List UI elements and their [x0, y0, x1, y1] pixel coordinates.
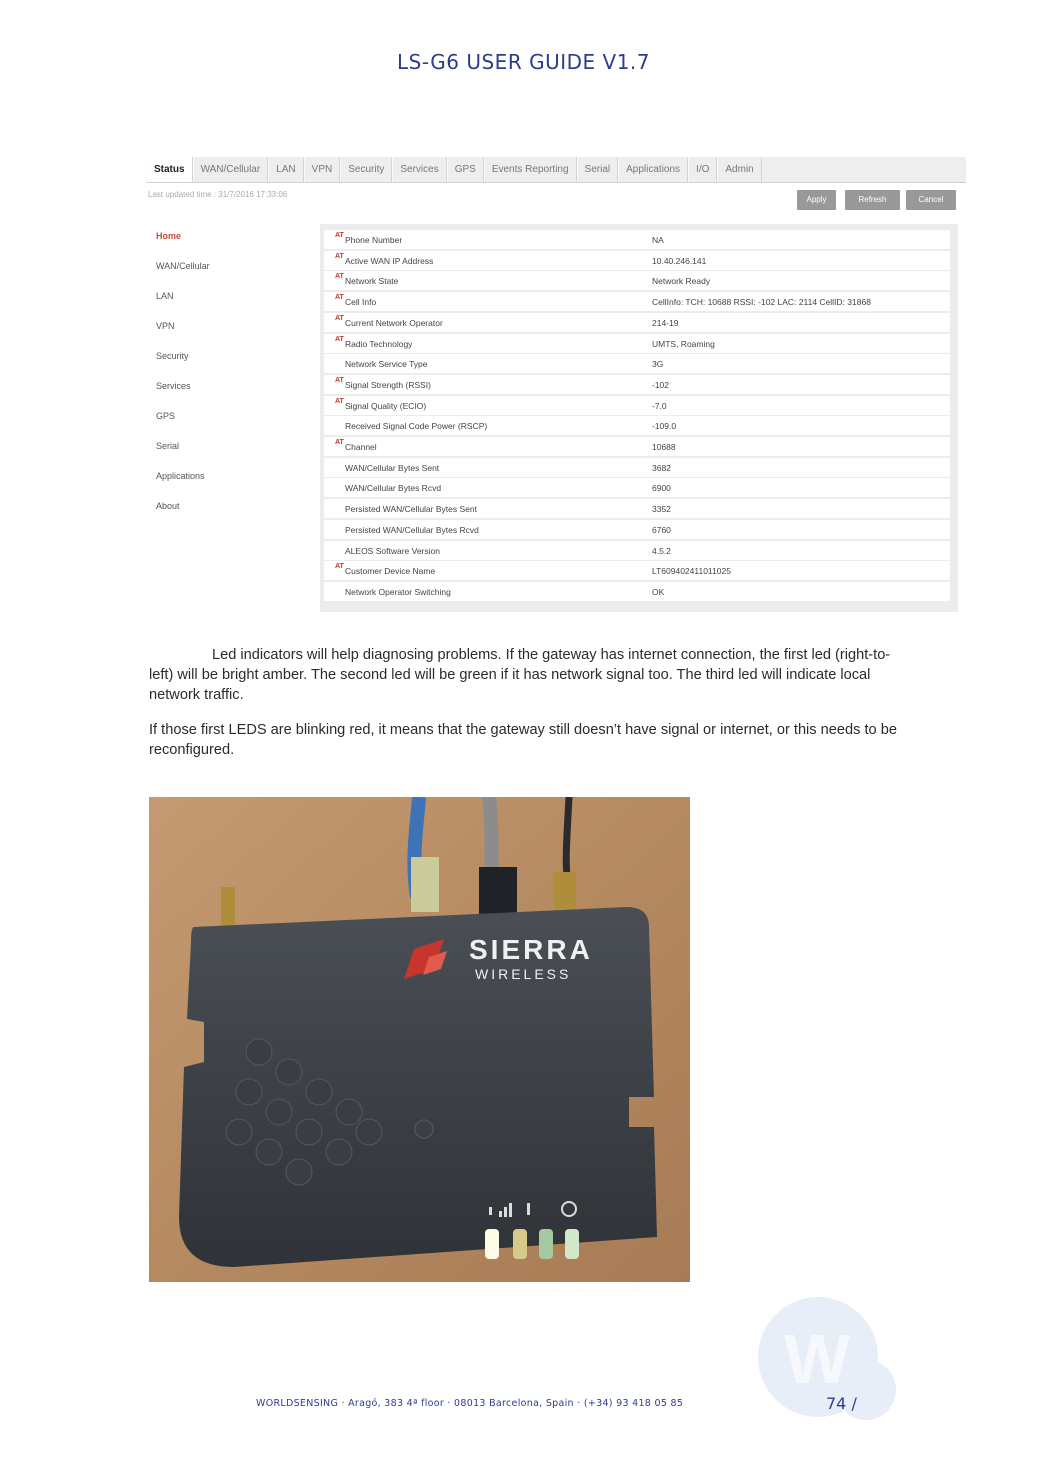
- row-label: Persisted WAN/Cellular Bytes Rcvd: [345, 524, 479, 535]
- row-value: -102: [652, 379, 670, 390]
- gateway-photo: [149, 797, 690, 1282]
- tab-services[interactable]: Services: [392, 157, 446, 182]
- page-title: LS-G6 USER GUIDE V1.7: [396, 50, 650, 74]
- tab-lan[interactable]: LAN: [268, 157, 303, 182]
- tab-gps[interactable]: GPS: [447, 157, 484, 182]
- at-badge: AT: [335, 273, 344, 281]
- photo-brand-text: SIERRA: [469, 934, 593, 965]
- row-label: Channel: [345, 442, 377, 452]
- table-row: [324, 375, 950, 394]
- row-value: -109.0: [652, 421, 677, 432]
- sidebar-item-services[interactable]: Services: [156, 381, 191, 391]
- table-row: [324, 354, 950, 373]
- table-row: [324, 582, 950, 601]
- table-row: [324, 334, 950, 353]
- at-badge: AT: [335, 232, 344, 239]
- sidebar-item-applications[interactable]: Applications: [156, 471, 205, 481]
- svg-text:W: W: [784, 1320, 851, 1398]
- tab-wan-cellular[interactable]: WAN/Cellular: [193, 157, 269, 182]
- table-row: [324, 561, 950, 580]
- row-value: LT609402411011025: [652, 566, 731, 577]
- row-value: 10.40.246.141: [652, 255, 707, 266]
- sidebar-item-vpn[interactable]: VPN: [156, 321, 175, 331]
- row-label: Customer Device Name: [345, 566, 436, 577]
- row-value: -7.0: [652, 400, 667, 411]
- row-label: Signal Strength (RSSI): [345, 379, 431, 390]
- sidebar-item-serial[interactable]: Serial: [156, 441, 180, 451]
- row-value: 10688: [652, 442, 676, 452]
- page-number: 74 /: [826, 1394, 857, 1413]
- at-badge: AT: [335, 314, 344, 322]
- tab-admin[interactable]: Admin: [717, 157, 761, 182]
- row-value: 214-19: [652, 317, 679, 328]
- sidebar-item-home[interactable]: Home: [156, 231, 182, 241]
- paragraph-blinking-red: If those first LEDS are blinking red, it means that the gateway still doesn’t have signal or internet, or this needs to be reconfigured.: [149, 722, 897, 758]
- at-badge: AT: [335, 563, 344, 571]
- sidebar-item-security[interactable]: Security: [156, 351, 189, 361]
- paragraph-led-indicators-text: Led indicators will help diagnosing problems. If the gateway has internet connection, the first led (right-to-left) will be bright amber. The second led will be green if it has network signal too. The third led will indicate local network traffic.: [149, 647, 891, 703]
- table-row: [324, 520, 950, 539]
- apply-button[interactable]: Apply: [797, 190, 836, 210]
- photo-subbrand-text: WIRELESS: [475, 966, 572, 982]
- tab-applications[interactable]: Applications: [618, 157, 688, 182]
- table-row: [324, 251, 950, 270]
- status-sidebar: [146, 225, 318, 525]
- refresh-button[interactable]: Refresh: [845, 190, 900, 210]
- at-badge: AT: [335, 294, 344, 302]
- row-label: Cell Info: [345, 297, 377, 308]
- last-updated-text: Last updated time : 31/7/2016 17:33:06: [148, 190, 288, 199]
- tab-serial[interactable]: Serial: [577, 157, 619, 182]
- aleos-status-screenshot: [146, 155, 966, 613]
- at-badge: AT: [335, 439, 344, 446]
- tab-events-reporting[interactable]: Events Reporting: [484, 157, 577, 182]
- table-row: [324, 313, 950, 332]
- table-row: [324, 416, 950, 435]
- table-row: [324, 541, 950, 560]
- cancel-button[interactable]: Cancel: [906, 190, 956, 210]
- row-label: Network Service Type: [345, 359, 428, 370]
- row-label: Radio Technology: [345, 338, 413, 349]
- table-row: [324, 499, 950, 518]
- tab-i-o[interactable]: I/O: [688, 157, 717, 182]
- row-value: NA: [652, 235, 664, 245]
- sidebar-item-wan-cellular[interactable]: WAN/Cellular: [156, 261, 210, 271]
- sierra-wireless-gateway-image: [149, 797, 690, 1282]
- sidebar-item-gps[interactable]: GPS: [156, 411, 176, 421]
- row-label: Active WAN IP Address: [345, 255, 434, 266]
- footer-contact: WORLDSENSING · Aragó, 383 4ª floor · 08013 Barcelona, Spain · (+34) 93 418 05 85: [256, 1398, 684, 1409]
- table-row: [324, 230, 950, 249]
- row-value: 4.5.2: [652, 545, 671, 556]
- at-badge: AT: [335, 376, 344, 384]
- row-label: Signal Quality (ECIO): [345, 400, 427, 411]
- table-row: [324, 437, 950, 456]
- tab-vpn[interactable]: VPN: [304, 157, 341, 182]
- at-badge: AT: [335, 335, 344, 343]
- row-label: Network State: [345, 276, 399, 287]
- row-value: CellInfo: TCH: 10688 RSSI: -102 LAC: 2114 CellID: 31868: [652, 297, 871, 308]
- sidebar-item-about[interactable]: About: [156, 501, 180, 511]
- row-value: UMTS, Roaming: [652, 338, 715, 349]
- table-row: [324, 271, 950, 290]
- at-badge: AT: [335, 252, 344, 260]
- status-table: [320, 224, 958, 612]
- paragraph-led-indicators: [149, 645, 901, 705]
- at-badge: AT: [335, 397, 344, 405]
- row-value: Network Ready: [652, 276, 711, 287]
- row-label: Phone Number: [345, 235, 403, 245]
- row-value: OK: [652, 586, 665, 597]
- row-label: Current Network Operator: [345, 317, 443, 328]
- row-label: WAN/Cellular Bytes Rcvd: [345, 483, 442, 494]
- row-value: 6900: [652, 483, 671, 494]
- row-value: 3352: [652, 504, 671, 515]
- table-row: [324, 396, 950, 415]
- row-value: 3G: [652, 359, 664, 370]
- table-row: [324, 458, 950, 477]
- row-label: Persisted WAN/Cellular Bytes Sent: [345, 504, 477, 515]
- tab-security[interactable]: Security: [340, 157, 392, 182]
- row-label: Network Operator Switching: [345, 586, 451, 597]
- table-row: [324, 478, 950, 497]
- table-row: [324, 292, 950, 311]
- row-label: ALEOS Software Version: [345, 545, 440, 556]
- tab-status[interactable]: Status: [146, 157, 193, 182]
- row-label: WAN/Cellular Bytes Sent: [345, 462, 440, 473]
- row-value: 6760: [652, 524, 671, 535]
- row-value: 3682: [652, 462, 671, 473]
- tab-bar: [146, 157, 966, 183]
- row-label: Received Signal Code Power (RSCP): [345, 421, 488, 432]
- sidebar-item-lan[interactable]: LAN: [156, 291, 174, 301]
